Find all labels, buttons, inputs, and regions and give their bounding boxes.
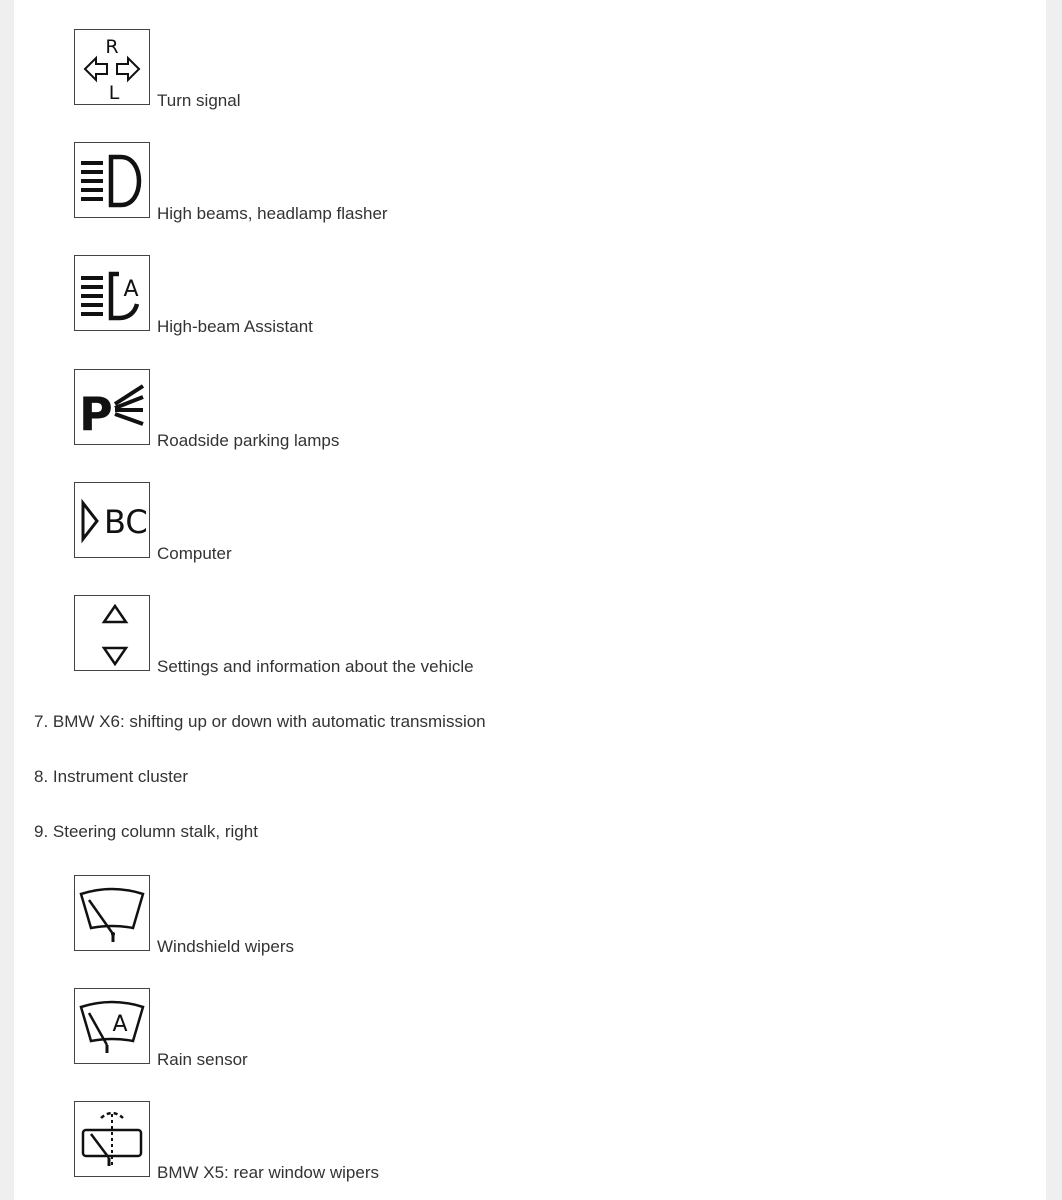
numbered-item-8: 8. Instrument cluster bbox=[34, 767, 189, 786]
rear-wiper-icon bbox=[74, 1101, 150, 1177]
icon-caption: Rain sensor bbox=[157, 1050, 248, 1069]
svg-text:BC: BC bbox=[104, 503, 148, 541]
icon-caption: Settings and information about the vehicle bbox=[157, 657, 474, 676]
svg-text:A: A bbox=[123, 277, 139, 302]
icon-caption: High-beam Assistant bbox=[157, 317, 313, 336]
turn-signal-icon bbox=[74, 29, 150, 105]
parking-lamps-icon bbox=[74, 369, 150, 445]
icon-caption: Roadside parking lamps bbox=[157, 431, 340, 450]
windshield-wiper-icon bbox=[74, 875, 150, 951]
icon-caption: Turn signal bbox=[157, 91, 241, 110]
rain-sensor-icon bbox=[74, 988, 150, 1064]
svg-text:R: R bbox=[105, 36, 119, 58]
icon-caption: High beams, headlamp flasher bbox=[157, 204, 388, 223]
computer-bc-icon bbox=[74, 482, 150, 558]
high-beam-assistant-icon bbox=[74, 255, 150, 331]
high-beam-icon bbox=[74, 142, 150, 218]
svg-text:L: L bbox=[108, 82, 120, 104]
svg-text:A: A bbox=[112, 1012, 128, 1037]
svg-text:P: P bbox=[79, 387, 113, 441]
numbered-item-9: 9. Steering column stalk, right bbox=[34, 822, 258, 841]
icon-caption: BMW X5: rear window wipers bbox=[157, 1163, 380, 1182]
numbered-item-7: 7. BMW X6: shifting up or down with automatic transmission bbox=[34, 712, 486, 731]
settings-arrows-icon bbox=[74, 595, 150, 671]
icon-caption: Windshield wipers bbox=[157, 937, 294, 956]
icon-caption: Computer bbox=[157, 544, 232, 563]
manual-page bbox=[14, 0, 1046, 1200]
